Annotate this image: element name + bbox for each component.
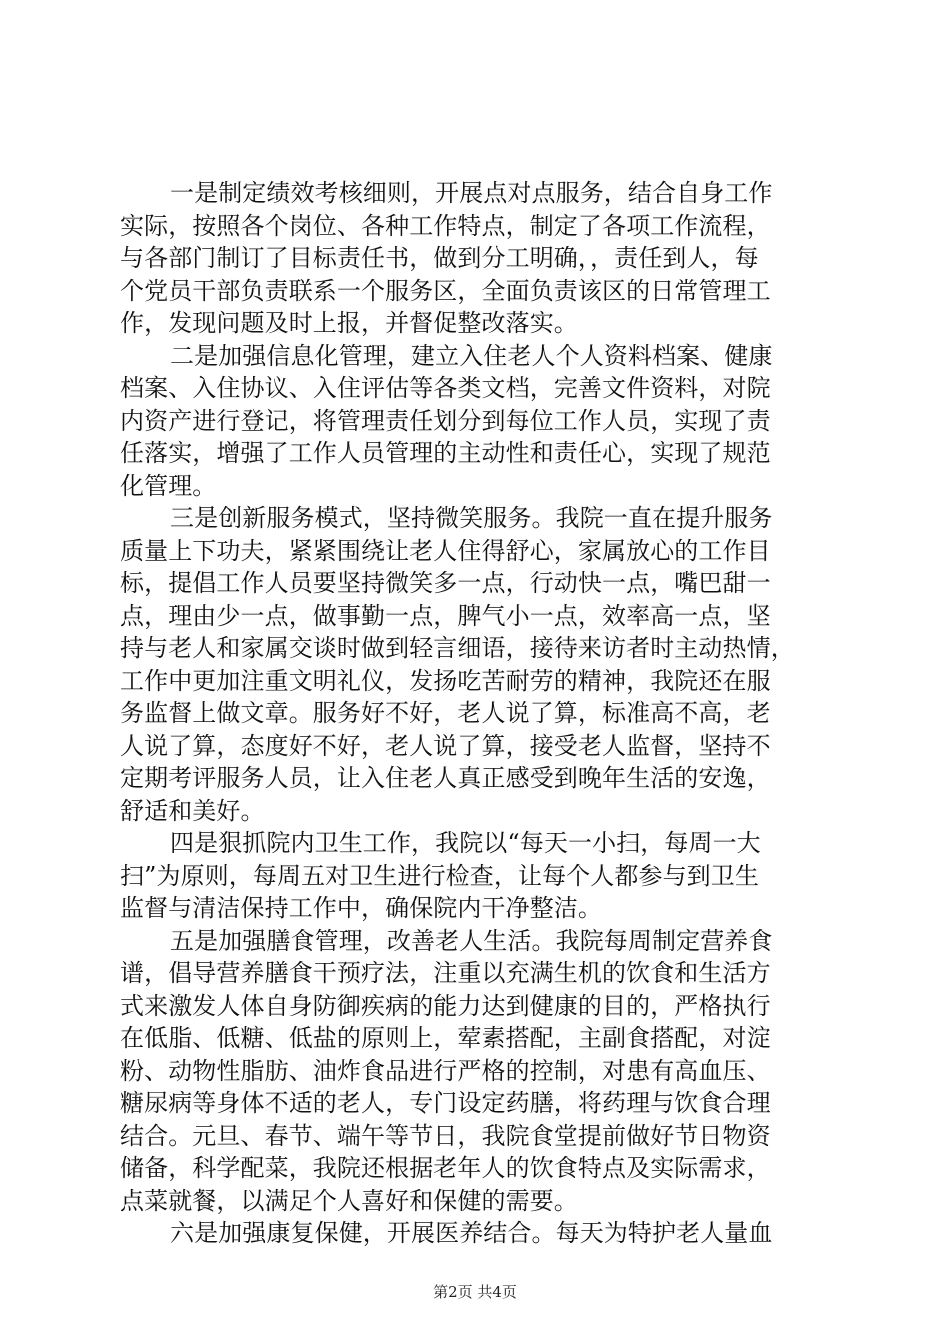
text-line: 化管理。 bbox=[120, 471, 217, 500]
text-line: 点菜就餐，以满足个人喜好和保健的需要。 bbox=[120, 1186, 578, 1215]
text-line: 六是加强康复保健，开展医养结合。每天为特护老人量血 bbox=[170, 1219, 773, 1247]
text-line: 工作中更加注重文明礼仪，发扬吃苦耐劳的精神，我院还在服 bbox=[120, 666, 771, 695]
body-text bbox=[120, 177, 840, 1250]
text-line: 二是加强信息化管理，建立入住老人个人资料档案、健康 bbox=[170, 341, 773, 370]
text-line: 结合。元旦、春节、端午等节日，我院食堂提前做好节日物资 bbox=[120, 1121, 771, 1150]
text-line: 舒适和美好。 bbox=[120, 796, 265, 825]
text-line: 标，提倡工作人员要坚持微笑多一点，行动快一点，嘴巴甜一 bbox=[120, 569, 771, 597]
text-line: 糖尿病等身体不适的老人，专门设定药膳，将药理与饮食合理 bbox=[120, 1089, 771, 1117]
text-line: 三是创新服务模式，坚持微笑服务。我院一直在提升服务 bbox=[170, 504, 773, 532]
text-line: 监督与清洁保持工作中，确保院内干净整洁。 bbox=[120, 894, 602, 922]
text-line: 在低脂、低糖、低盐的原则上，荤素搭配，主副食搭配，对淀 bbox=[120, 1024, 771, 1052]
text-line: 任落实，增强了工作人员管理的主动性和责任心，实现了规范 bbox=[120, 439, 771, 467]
text-line: 四是狠抓院内卫生工作，我院以“每天一小扫，每周一大 bbox=[170, 829, 761, 857]
text-line: 内资产进行登记，将管理责任划分到每位工作人员，实现了责 bbox=[120, 406, 771, 435]
text-line: 谱，倡导营养膳食干预疗法，注重以充满生机的饮食和生活方 bbox=[120, 959, 771, 987]
text-line: 质量上下功夫，紧紧围绕让老人住得舒心，家属放心的工作目 bbox=[120, 536, 771, 565]
text-line: 档案、入住协议、入住评估等各类文档，完善文件资料，对院 bbox=[120, 374, 771, 402]
page-footer: 第2页 共4页 bbox=[433, 1283, 517, 1301]
text-line: 与各部门制订了目标责任书，做到分工明确，，责任到人，每 bbox=[120, 244, 759, 272]
text-line: 一是制定绩效考核细则，开展点对点服务，结合自身工作 bbox=[170, 179, 773, 207]
text-line: 储备，科学配菜，我院还根据老年人的饮食特点及实际需求， bbox=[120, 1154, 771, 1182]
text-line: 定期考评服务人员，让入住老人真正感受到晚年生活的安逸， bbox=[120, 764, 771, 792]
text-line: 五是加强膳食管理，改善老人生活。我院每周制定营养食 bbox=[170, 926, 773, 955]
text-line: 实际，按照各个岗位、各种工作特点，制定了各项工作流程， bbox=[120, 211, 771, 240]
text-line: 人说了算，态度好不好，老人说了算，接受老人监督，坚持不 bbox=[120, 731, 771, 760]
text-line: 扫”为原则，每周五对卫生进行检查，让每个人都参与到卫生 bbox=[120, 861, 759, 890]
text-line: 粉、动物性脂肪、油炸食品进行严格的控制，对患有高血压、 bbox=[120, 1056, 771, 1085]
text-line: 个党员干部负责联系一个服务区，全面负责该区的日常管理工 bbox=[120, 276, 771, 305]
text-line: 点，理由少一点，做事勤一点，脾气小一点，效率高一点，坚 bbox=[120, 601, 771, 630]
text-line: 务监督上做文章。服务好不好，老人说了算，标准高不高，老 bbox=[120, 699, 771, 727]
text-line: 持与老人和家属交谈时做到轻言细语，接待来访者时主动热情， bbox=[120, 634, 795, 662]
text-line: 式来激发人体自身防御疾病的能力达到健康的目的，严格执行 bbox=[120, 991, 771, 1020]
text-line: 作，发现问题及时上报，并督促整改落实。 bbox=[120, 309, 578, 337]
